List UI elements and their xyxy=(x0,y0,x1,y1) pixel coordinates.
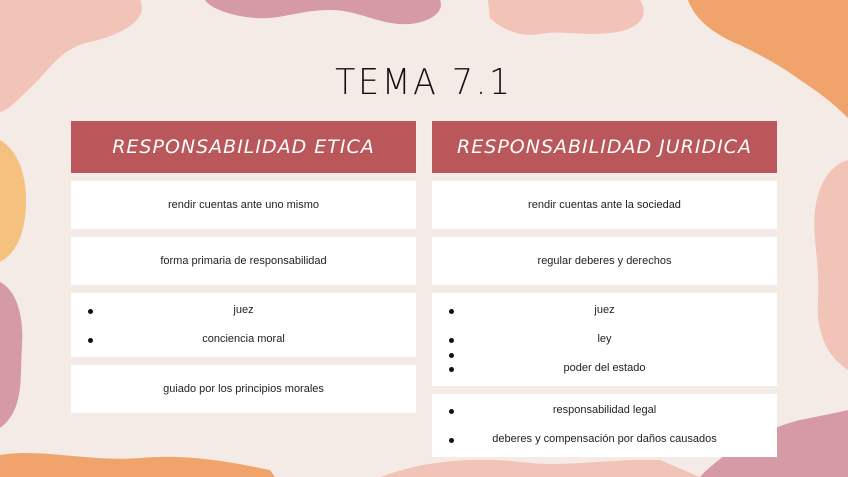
blob-right-pink xyxy=(814,160,848,370)
column-responsabilidad-etica xyxy=(71,121,416,395)
card-juridica-4-list xyxy=(432,394,777,457)
list-item: poder del estado xyxy=(432,362,777,374)
card-text: rendir cuentas ante la sociedad xyxy=(528,199,681,211)
card-juridica-2 xyxy=(432,237,777,285)
blob-left-yellow xyxy=(0,140,26,262)
bullet-icon xyxy=(88,309,93,314)
blob-bottom-right-pink xyxy=(380,460,700,477)
card-etica-2 xyxy=(71,237,416,285)
column-header-etica: RESPONSABILIDAD ETICA xyxy=(71,121,416,173)
card-etica-1 xyxy=(71,181,416,229)
card-text: forma primaria de responsabilidad xyxy=(160,255,327,267)
bullet-icon xyxy=(88,338,93,343)
list-item: responsabilidad legal xyxy=(432,404,777,416)
blob-top-pink xyxy=(488,0,644,35)
list-item: juez xyxy=(432,304,777,316)
bullet-icon xyxy=(449,438,454,443)
card-text: guiado por los principios morales xyxy=(163,383,324,395)
page-title: TEMA 7.1 xyxy=(335,62,513,103)
card-etica-3-list xyxy=(71,293,416,357)
card-text: rendir cuentas ante uno mismo xyxy=(167,199,320,211)
card-juridica-1 xyxy=(432,181,777,229)
blob-left-mauve xyxy=(0,282,22,428)
column-header-juridica: RESPONSABILIDAD JURIDICA xyxy=(432,121,777,173)
bullet-icon xyxy=(449,338,454,343)
bullet-icon xyxy=(449,367,454,372)
bullet-icon xyxy=(449,409,454,414)
blob-bottom-left-orange xyxy=(0,453,275,477)
list-item: conciencia moral xyxy=(71,333,416,345)
list-item: juez xyxy=(71,304,416,316)
card-etica-4 xyxy=(71,365,416,413)
list-item: ley xyxy=(432,333,777,345)
list-item: deberes y compensación por daños causados xyxy=(432,433,777,445)
card-text: regular deberes y derechos xyxy=(537,255,672,267)
column-responsabilidad-juridica xyxy=(432,121,777,445)
blob-top-mauve xyxy=(205,0,441,24)
bullet-icon xyxy=(449,353,454,358)
bullet-icon xyxy=(449,309,454,314)
card-juridica-3-list xyxy=(432,293,777,386)
